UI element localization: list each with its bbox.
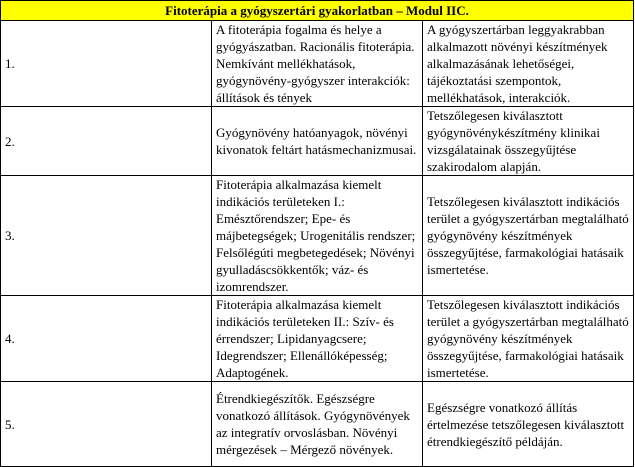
topic-cell: Fitoterápia alkalmazása kiemelt indikációs területeken I.: Emésztőrendszer; Epe- és májbetegségek; Urogenitális rendszer; Felsőlégúti megbetegedések; Növényi gyulladáscsökkentők; váz- és izomrendszer. bbox=[212, 176, 423, 296]
task-cell: Tetszőlegesen kiválasztott indikációs terület a gyógyszertárban megtalálható gyógynövény készítmények összegyűjtése, farmakológiai hatásaik ismertetése. bbox=[423, 296, 634, 382]
table-row bbox=[1, 382, 634, 467]
topic-cell: Fitoterápia alkalmazása kiemelt indikációs területeken II.: Szív- és érrendszer; Lipidanyagcsere; Idegrendszer; Ellenállóképesség; Adaptogének. bbox=[212, 296, 423, 382]
table-row bbox=[1, 107, 634, 176]
row-number: 1. bbox=[1, 21, 212, 107]
task-cell: Tetszőlegesen kiválasztott gyógynövénykészítmény klinikai vizsgálatainak összegyűjtése szakirodalom alapján. bbox=[423, 107, 634, 176]
row-number: 3. bbox=[1, 176, 212, 296]
row-number: 5. bbox=[1, 382, 212, 467]
topic-cell: A fitoterápia fogalma és helye a gyógyászatban. Racionális fitoterápia. Nemkívánt mellékhatások, gyógynövény-gyógyszer interakciók: állítások és tények bbox=[212, 21, 423, 107]
task-cell: A gyógyszertárban leggyakrabban alkalmazott növényi készítmények alkalmazásának lehetőségei, tájékoztatási szempontok, mellékhatások, interakciók. bbox=[423, 21, 634, 107]
table-row bbox=[1, 176, 634, 296]
table-row bbox=[1, 21, 634, 107]
row-number: 4. bbox=[1, 296, 212, 382]
topic-cell: Gyógynövény hatóanyagok, növényi kivonatok feltárt hatásmechanizmusai. bbox=[212, 107, 423, 176]
table-row bbox=[1, 296, 634, 382]
module-title: Fitoterápia a gyógyszertári gyakorlatban – Modul IIC. bbox=[1, 1, 634, 21]
topic-cell: Étrendkiegészítők. Egészségre vonatkozó állítások. Gyógynövények az integratív orvoslásban. Növényi mérgezések – Mérgező növények. bbox=[212, 382, 423, 467]
task-cell: Tetszőlegesen kiválasztott indikációs terület a gyógyszertárban megtalálható gyógynövény készítmények összegyűjtése, farmakológiai hatásaik ismertetése. bbox=[423, 176, 634, 296]
row-number: 2. bbox=[1, 107, 212, 176]
task-cell: Egészségre vonatkozó állítás értelmezése tetszőlegesen kiválasztott étrendkiegészítő példáján. bbox=[423, 382, 634, 467]
title-row bbox=[1, 1, 634, 21]
